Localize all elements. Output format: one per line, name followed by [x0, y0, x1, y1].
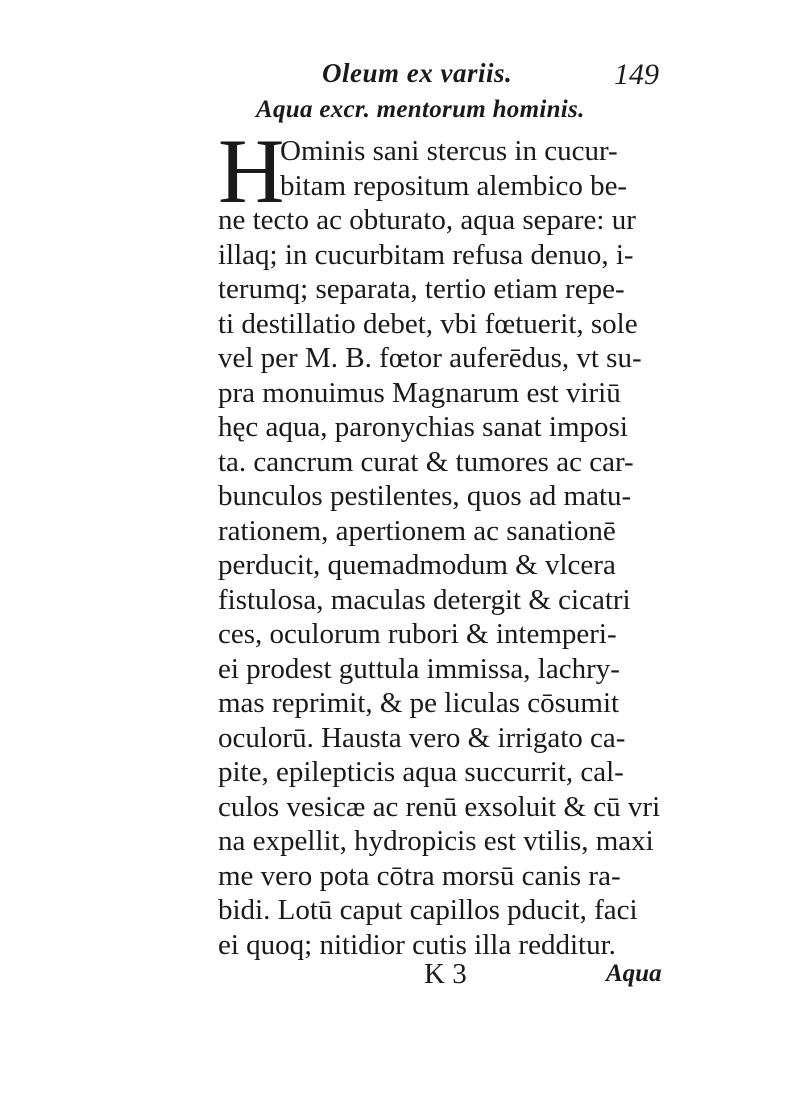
text-line: mas reprimit, & pe liculas cōsumit [218, 687, 620, 719]
text-line: ces, oculorum rubori & intemperi- [218, 618, 617, 650]
text-line: perducit, quemadmodum & vlcera [218, 549, 616, 581]
text-line: ti destillatio debet, vbi fœtuerit, sole [218, 307, 638, 340]
text-line: bitam repositum alembico be- [280, 169, 628, 202]
text-line: ne tecto ac obturato, aqua separe: ur [218, 204, 636, 236]
drop-cap: H [218, 120, 285, 222]
text-line: pra monuimus Magnarum est viriū [218, 376, 621, 409]
running-head: Oleum ex variis. [322, 58, 513, 88]
catchword: Aqua [606, 960, 662, 987]
body-text [218, 134, 678, 962]
text-line: me vero pota cōtra morsū canis ra- [218, 859, 621, 892]
text-line: hęc aqua, paronychias sanat imposi [218, 411, 628, 443]
text-line: Ominis sani stercus in cucur- [280, 135, 618, 167]
text-line: fistulosa, maculas detergit & cicatri [218, 583, 631, 616]
text-line: vel per M. B. fœtor auferēdus, vt su- [218, 342, 642, 374]
text-line: rationem, apertionem ac sanationē [218, 514, 616, 547]
text-line: ta. cancrum curat & tumores ac car- [218, 445, 634, 478]
text-line: na expellit, hydropicis est vtilis, maxi [218, 825, 654, 857]
text-line: terumq; separata, tertio etiam repe- [218, 273, 625, 305]
text-line: illaq; in cucurbitam refusa denuo, i- [218, 238, 634, 271]
section-title: Aqua excr. mentorum hominis. [256, 96, 585, 123]
text-line: oculorū. Hausta vero & irrigato ca- [218, 721, 626, 754]
text-line: bunculos pestilentes, quos ad matu- [218, 480, 632, 512]
text-line: ei quoq; nitidior cutis illa redditur. [218, 928, 616, 961]
text-line: pite, epilepticis aqua succurrit, cal- [218, 756, 624, 788]
page-number: 149 [614, 58, 659, 91]
text-line: ei prodest guttula immissa, lachry- [218, 652, 620, 685]
text-line: culos vesicæ ac renū exsoluit & cū vri [218, 790, 661, 823]
text-line: bidi. Lotū caput capillos pducit, faci [218, 894, 638, 926]
signature-mark: K 3 [424, 958, 467, 990]
